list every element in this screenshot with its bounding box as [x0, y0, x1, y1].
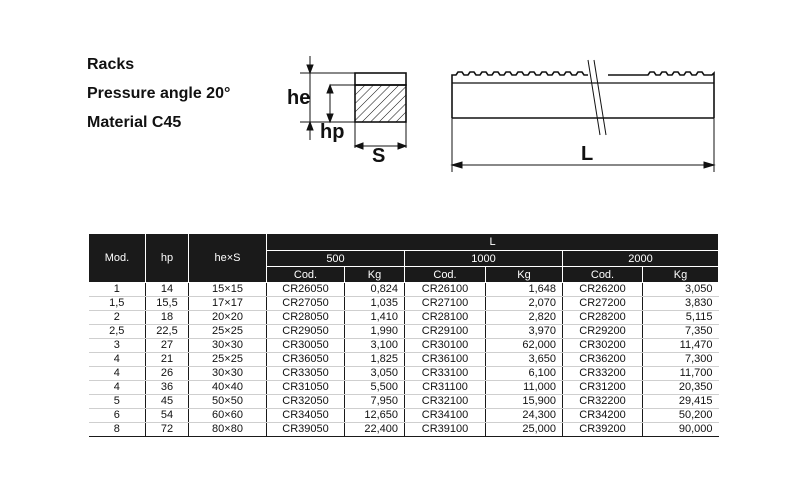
table-row	[89, 353, 719, 367]
table-cell: 4	[89, 381, 146, 395]
table-cell: 5,115	[643, 311, 719, 325]
header-kg: Kg	[643, 267, 719, 283]
table-row	[89, 367, 719, 381]
table-cell: CR33100	[405, 367, 486, 381]
rack-technical-drawing	[0, 0, 800, 230]
label-he: he	[287, 87, 311, 109]
table-cell: 6	[89, 409, 146, 423]
table-cell: CR39200	[563, 423, 643, 437]
label-s: S	[372, 145, 386, 167]
table-cell: CR28100	[405, 311, 486, 325]
table-cell: 8	[89, 423, 146, 437]
table-cell: 26	[146, 367, 189, 381]
table-cell: 29,415	[643, 395, 719, 409]
table-cell: CR31050	[267, 381, 345, 395]
table-cell: CR32100	[405, 395, 486, 409]
table-cell: 7,350	[643, 325, 719, 339]
table-cell: 50,200	[643, 409, 719, 423]
table-cell: 7,950	[345, 395, 405, 409]
table-cell: 2,070	[486, 297, 563, 311]
table-cell: 3,100	[345, 339, 405, 353]
table-row	[89, 339, 719, 353]
header-hp: hp	[146, 234, 189, 283]
table-cell: 1	[89, 283, 146, 297]
table-cell: 22,5	[146, 325, 189, 339]
table-cell: 0,824	[345, 283, 405, 297]
table-cell: 3,650	[486, 353, 563, 367]
header-length-1000: 1000	[405, 251, 563, 267]
table-cell: CR31200	[563, 381, 643, 395]
table-cell: CR27050	[267, 297, 345, 311]
table-cell: 17×17	[189, 297, 267, 311]
header-hexs: he×S	[189, 234, 267, 283]
table-body	[89, 283, 719, 437]
table-cell: CR36100	[405, 353, 486, 367]
table-cell: 3,050	[643, 283, 719, 297]
table-cell: 36	[146, 381, 189, 395]
table-cell: 15×15	[189, 283, 267, 297]
table-cell: 27	[146, 339, 189, 353]
table-cell: CR39050	[267, 423, 345, 437]
table-cell: CR32050	[267, 395, 345, 409]
header-l: L	[267, 234, 719, 251]
table-cell: 54	[146, 409, 189, 423]
table-cell: CR32200	[563, 395, 643, 409]
table-cell: CR26050	[267, 283, 345, 297]
table-cell: 90,000	[643, 423, 719, 437]
table-cell: 15,900	[486, 395, 563, 409]
table-row	[89, 325, 719, 339]
table-cell: CR30050	[267, 339, 345, 353]
table-cell: 1,648	[486, 283, 563, 297]
table-cell: 1,035	[345, 297, 405, 311]
table-cell: 50×50	[189, 395, 267, 409]
table-cell: 22,400	[345, 423, 405, 437]
rack-spec-table	[88, 233, 719, 437]
table-cell: CR34050	[267, 409, 345, 423]
table-cell: 25×25	[189, 353, 267, 367]
table-cell: 80×80	[189, 423, 267, 437]
title-pressure-angle: Pressure angle 20°	[87, 85, 231, 102]
table-cell: 5,500	[345, 381, 405, 395]
table-row	[89, 395, 719, 409]
table-cell: 30×30	[189, 339, 267, 353]
table-cell: 1,990	[345, 325, 405, 339]
header-length-2000: 2000	[563, 251, 719, 267]
table-cell: 3	[89, 339, 146, 353]
table-cell: 11,700	[643, 367, 719, 381]
table-cell: CR33050	[267, 367, 345, 381]
table-cell: 12,650	[345, 409, 405, 423]
table-cell: CR28050	[267, 311, 345, 325]
table-cell: 21	[146, 353, 189, 367]
table-cell: CR30200	[563, 339, 643, 353]
table-cell: 11,000	[486, 381, 563, 395]
table-cell: CR27200	[563, 297, 643, 311]
table-cell: 5	[89, 395, 146, 409]
table-cell: 3,830	[643, 297, 719, 311]
header-length-500: 500	[267, 251, 405, 267]
table-cell: 25,000	[486, 423, 563, 437]
table-row	[89, 409, 719, 423]
title-material: Material C45	[87, 114, 182, 131]
table-row	[89, 423, 719, 437]
table-cell: CR31100	[405, 381, 486, 395]
table-cell: CR26100	[405, 283, 486, 297]
table-cell: 30×30	[189, 367, 267, 381]
header-kg: Kg	[486, 267, 563, 283]
header-cod: Cod.	[405, 267, 486, 283]
table-cell: 2	[89, 311, 146, 325]
table-cell: 4	[89, 353, 146, 367]
table-cell: 20,350	[643, 381, 719, 395]
header-mod: Mod.	[89, 234, 146, 283]
table-cell: 11,470	[643, 339, 719, 353]
table-cell: 25×25	[189, 325, 267, 339]
table-cell: 7,300	[643, 353, 719, 367]
table-cell: CR36200	[563, 353, 643, 367]
table-cell: CR26200	[563, 283, 643, 297]
table-cell: 14	[146, 283, 189, 297]
table-row	[89, 283, 719, 297]
title-racks: Racks	[87, 56, 135, 73]
table-cell: CR29050	[267, 325, 345, 339]
header-kg: Kg	[345, 267, 405, 283]
table-cell: 2,820	[486, 311, 563, 325]
table-cell: 3,970	[486, 325, 563, 339]
table-cell: 1,825	[345, 353, 405, 367]
table-cell: 15,5	[146, 297, 189, 311]
header-cod: Cod.	[267, 267, 345, 283]
table-row	[89, 381, 719, 395]
table-cell: 3,050	[345, 367, 405, 381]
table-cell: 1,5	[89, 297, 146, 311]
table-cell: 1,410	[345, 311, 405, 325]
label-hp: hp	[320, 121, 345, 143]
table-cell: 72	[146, 423, 189, 437]
table-cell: 2,5	[89, 325, 146, 339]
table-cell: 4	[89, 367, 146, 381]
table-cell: 60×60	[189, 409, 267, 423]
table-cell: CR33200	[563, 367, 643, 381]
table-cell: CR29100	[405, 325, 486, 339]
header-cod: Cod.	[563, 267, 643, 283]
label-l: L	[581, 143, 594, 165]
table-cell: 62,000	[486, 339, 563, 353]
table-cell: 40×40	[189, 381, 267, 395]
table-cell: 18	[146, 311, 189, 325]
table-cell: CR34100	[405, 409, 486, 423]
table-cell: 45	[146, 395, 189, 409]
cross-section-view	[300, 56, 406, 149]
table-cell: CR34200	[563, 409, 643, 423]
table-cell: CR36050	[267, 353, 345, 367]
table-cell: CR27100	[405, 297, 486, 311]
table-cell: 6,100	[486, 367, 563, 381]
table-cell: 24,300	[486, 409, 563, 423]
table-cell: CR39100	[405, 423, 486, 437]
table-cell: CR28200	[563, 311, 643, 325]
table-cell: CR30100	[405, 339, 486, 353]
table-cell: 20×20	[189, 311, 267, 325]
table-row	[89, 311, 719, 325]
table-row	[89, 297, 719, 311]
table-cell: CR29200	[563, 325, 643, 339]
